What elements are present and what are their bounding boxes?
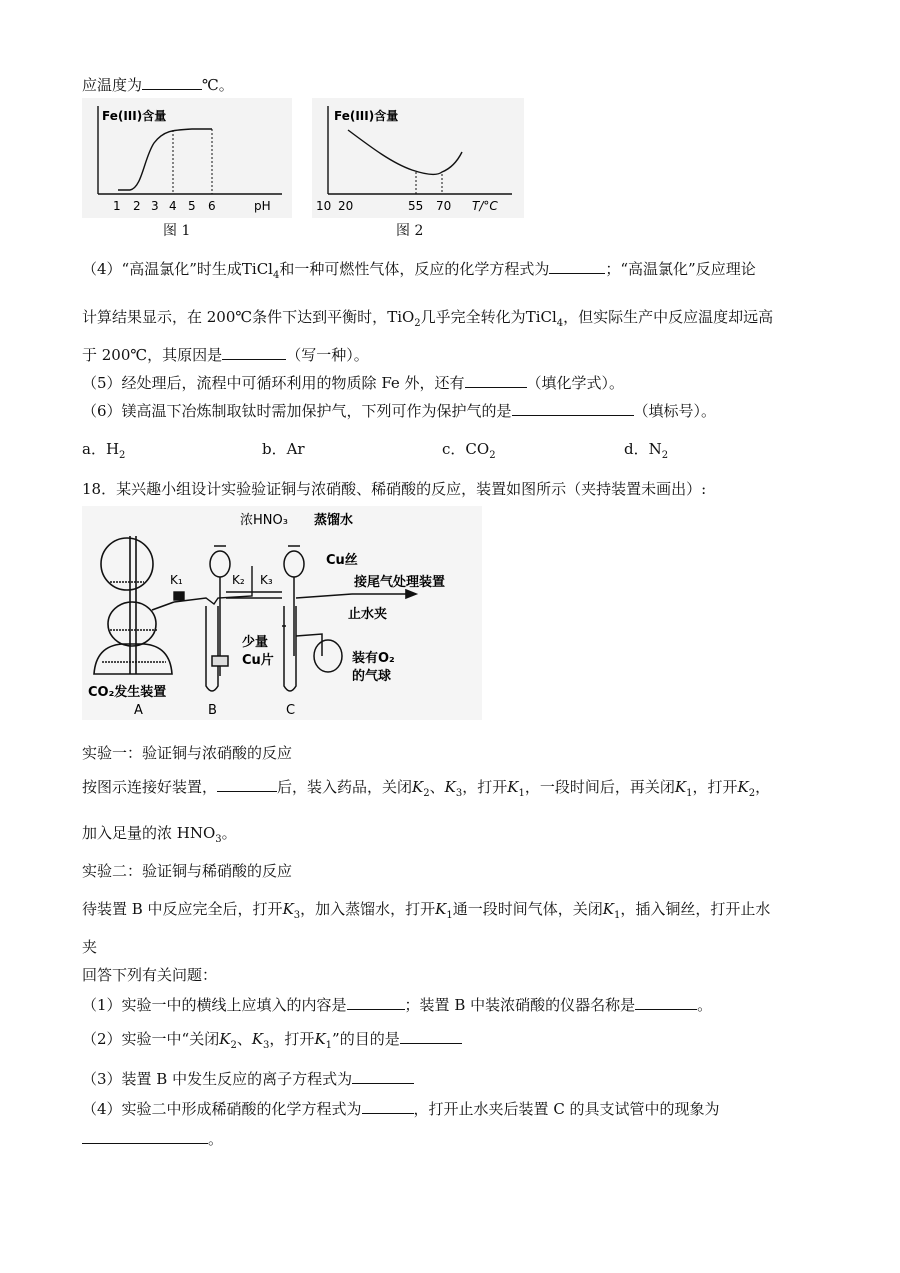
answer-blank [347,995,405,1010]
text: 于 200℃，其原因是 [82,346,223,364]
fig1-tick: 6 [208,199,216,213]
figure-2-chart [312,98,524,218]
answer-intro: 回答下列有关问题： [82,966,218,984]
label-o2-balloon-1: 装有O₂ [352,651,395,666]
answer-blank [142,75,202,90]
text: 计算结果显示，在 200℃条件下达到平衡时， [82,308,388,326]
fig1-tick: 5 [188,199,196,213]
label-K1: K₁ [170,573,183,587]
exp1-title: 实验一：验证铜与浓硝酸的反应 [82,744,293,762]
text: ，但实际生产中反应温度却远高 [563,308,774,326]
answer-4-line-2: 。 [82,1128,223,1149]
q6-line [82,400,716,421]
text: ；“高温氯化”反应理论 [605,260,756,278]
subscript: 4 [272,270,280,281]
fig2-ylabel: Fe(III)含量 [334,109,399,123]
fig2-tick: 10 [316,199,332,213]
label-K2: K₂ [232,573,245,587]
answer-blank [217,777,277,792]
text: （写一种）。 [286,346,369,364]
label-co2-generator: CO₂发生装置 [88,685,167,700]
option-b: b．Ar [262,440,305,458]
fig2-tick: 70 [436,199,452,213]
fig2-caption: 图 2 [396,223,424,239]
fig1-tick: 4 [169,199,177,213]
fig1-xlabel: pH [254,199,271,213]
fig1-tick: 3 [151,199,159,213]
exp1-line-2: 加入足量的浓 $HNO_3$。 [82,824,237,845]
q5-line [82,372,624,393]
label-cu-wire: Cu丝 [326,553,358,568]
fig1-caption: 图 1 [163,223,191,239]
answer-blank [222,345,286,360]
fig2-xlabel: T/°C [472,199,498,213]
text: 应温度为 [82,76,143,94]
label-tail-gas: 接尾气处理装置 [354,575,446,590]
text: （6）镁高温下冶炼制取钛时需加保护气，下列可作为保护气的是 [82,402,512,420]
fig2-tick: 55 [408,199,424,213]
answer-blank [549,259,605,274]
exp2-title: 实验二：验证铜与稀硝酸的反应 [82,862,293,880]
text: （4）“高温氯化”时生成 [82,260,242,278]
subscript: 2 [414,318,421,329]
label-conc-hno3: 浓HNO₃ [240,513,288,528]
label-distilled-water: 蒸馏水 [314,513,354,528]
answer-2: （2）实验一中“关闭$K_2$、$K_3$，打开$K_1$”的目的是 [82,1028,462,1051]
q18-stem: 18．某兴趣小组设计实验验证铜与浓硝酸、稀硝酸的反应，装置如图所示（夹持装置未画出）: [82,480,707,498]
exp2-line-2: 夹 [82,938,98,956]
text: 几乎完全转化为 [420,308,526,326]
label-A: A [134,703,143,718]
answer-blank [635,995,697,1010]
label-clip: 止水夹 [348,607,388,622]
text: （5）经处理后，流程中可循环利用的物质除 Fe 外，还有 [82,374,465,392]
answer-blank [82,1129,208,1144]
answer-blank [465,373,527,388]
answer-blank [352,1069,414,1084]
line-temperature [82,74,234,95]
label-cu-sheet-2: Cu片 [242,653,274,668]
text: 和一种可燃性气体，反应的化学方程式为 [279,260,550,278]
exp2-line-1: 待装置 B 中反应完全后，打开$K_3$，加入蒸馏水，打开$K_1$通一段时间气体，关闭$K_1$，插入铜丝，打开止水 [82,900,771,921]
option-c: c．$CO_2$ [442,440,496,461]
label-C: C [286,703,296,718]
apparatus-diagram [82,506,482,720]
label-B: B [208,703,217,718]
exp1-line-1: 按图示连接好装置， 后，装入药品，关闭$K_2$、$K_3$，打开$K_1$，一段时间后，再关闭$K_1$，打开$K_2$， [82,778,771,799]
q4-line-2 [82,306,773,329]
subscript: 4 [556,318,564,329]
formula: TiCl [241,260,273,278]
answer-4-line-1: （4）实验二中形成稀硝酸的化学方程式为 ，打开止水夹后装置 C 的具支试管中的现象为 [82,1100,720,1118]
fig2-tick: 20 [338,199,354,213]
label-o2-balloon-2: 的气球 [352,669,392,684]
figure-1-chart [82,98,292,218]
q4-line-1 [82,258,756,281]
option-d: d．$N_2$ [624,440,669,461]
q4-line-3 [82,344,369,365]
answer-blank [512,401,634,416]
option-a: a．$H_2$ [82,440,126,461]
label-cu-sheet-1: 少量 [242,635,269,650]
text: （填化学式）。 [526,374,625,392]
answer-blank [362,1099,414,1114]
answer-1: （1）实验一中的横线上应填入的内容是 ；装置 B 中装浓硝酸的仪器名称是 。 [82,996,713,1014]
fig1-ylabel: Fe(III)含量 [102,109,167,123]
answer-3: （3）装置 B 中发生反应的离子方程式为 [82,1068,414,1089]
label-K3: K₃ [260,573,273,587]
text: ℃。 [202,76,234,94]
text: （填标号）。 [633,402,717,420]
fig1-tick: 1 [113,199,121,213]
fig1-tick: 2 [133,199,141,213]
formula: TiCl [525,308,557,326]
answer-blank [400,1029,462,1044]
formula: TiO [387,308,415,326]
